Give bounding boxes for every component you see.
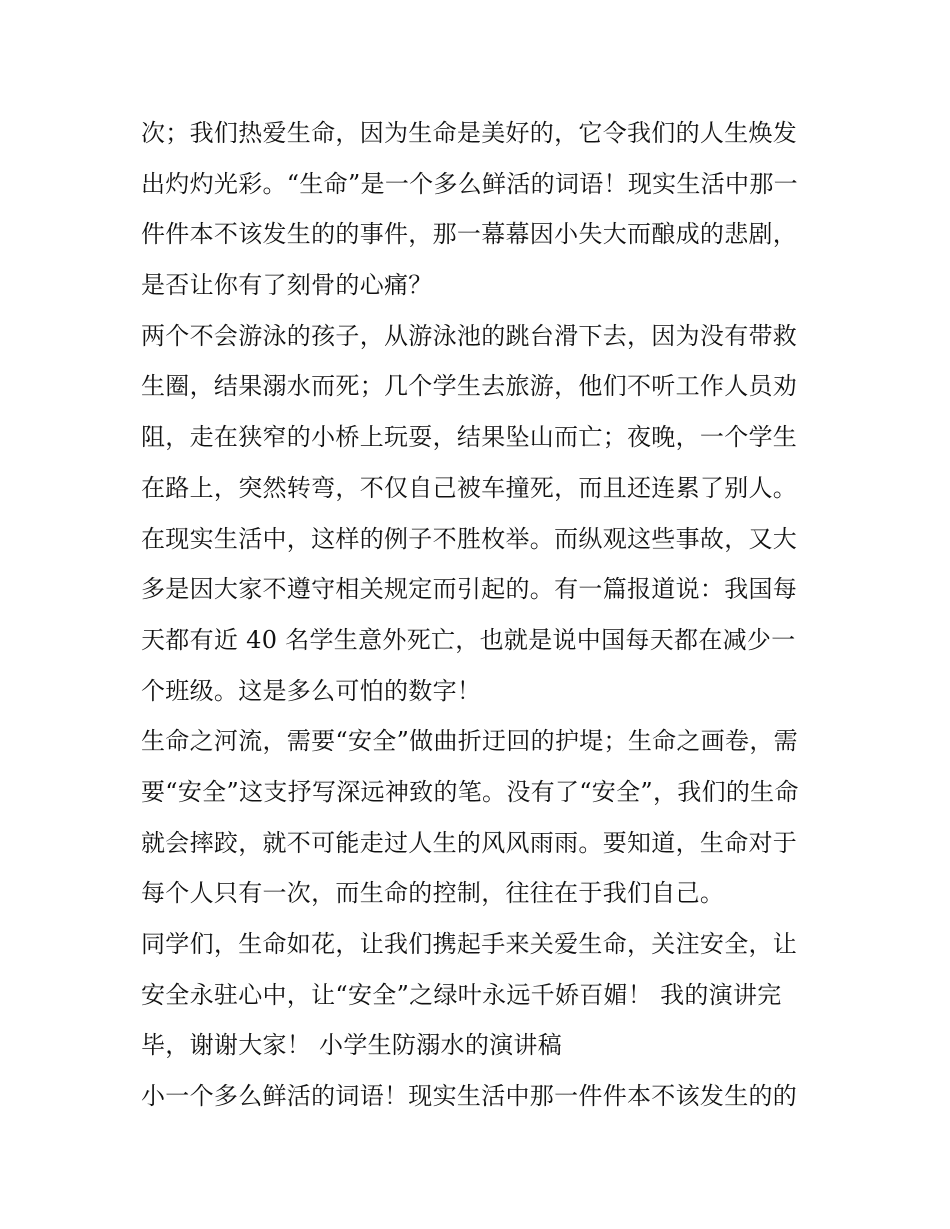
text-line: 次；我们热爱生命，因为生命是美好的，它令我们的人生焕发	[141, 119, 798, 147]
text-line: 阻，走在狭窄的小桥上玩耍，结果坠山而亡；夜晚，一个学生	[141, 423, 798, 452]
text-line: 天都有近 40 名学生意外死亡，也就是说中国每天都在减少一	[141, 625, 796, 654]
text-line: 小一个多么鲜活的词语！现实生活中那一件件本不该发生的的	[141, 1082, 798, 1111]
text-line: 每个人只有一次，而生命的控制，往往在于我们自己。	[141, 879, 725, 908]
text-line: 毕，谢谢大家！ 小学生防溺水的演讲稿	[141, 1031, 563, 1060]
text-line: 多是因大家不遵守相关规定而引起的。有一篇报道说：我国每	[141, 575, 798, 604]
text-line: 要“安全”这支抒写深远神致的笔。没有了“安全”，我们的生命	[141, 777, 799, 806]
text-line: 安全永驻心中，让“安全”之绿叶永远千娇百媚！ 我的演讲完	[141, 980, 782, 1009]
text-line: 在路上，突然转弯，不仅自己被车撞死，而且还连累了别人。	[141, 473, 798, 502]
text-line: 生命之河流，需要“安全”做曲折迂回的护堤；生命之画卷，需	[141, 727, 798, 756]
text-line: 是否让你有了刻骨的心痛？	[141, 271, 433, 300]
text-line: 两个不会游泳的孩子，从游泳池的跳台滑下去，因为没有带救	[141, 321, 798, 350]
text-line: 件件本不该发生的的事件，那一幕幕因小失大而酿成的悲剧，	[141, 220, 798, 249]
text-line: 在现实生活中，这样的例子不胜枚举。而纵观这些事故，又大	[141, 524, 798, 553]
text-line: 出灼灼光彩。“生命”是一个多么鲜活的词语！现实生活中那一	[141, 169, 798, 198]
text-line: 就会摔跤，就不可能走过人生的风风雨雨。要知道，生命对于	[141, 828, 798, 857]
speech-text	[141, 108, 821, 1122]
text-line: 生圈，结果溺水而死；几个学生去旅游，他们不听工作人员劝	[141, 372, 798, 401]
text-line: 个班级。这是多么可怕的数字！	[141, 676, 482, 705]
text-line: 同学们，生命如花，让我们携起手来关爱生命，关注安全，让	[141, 930, 798, 958]
